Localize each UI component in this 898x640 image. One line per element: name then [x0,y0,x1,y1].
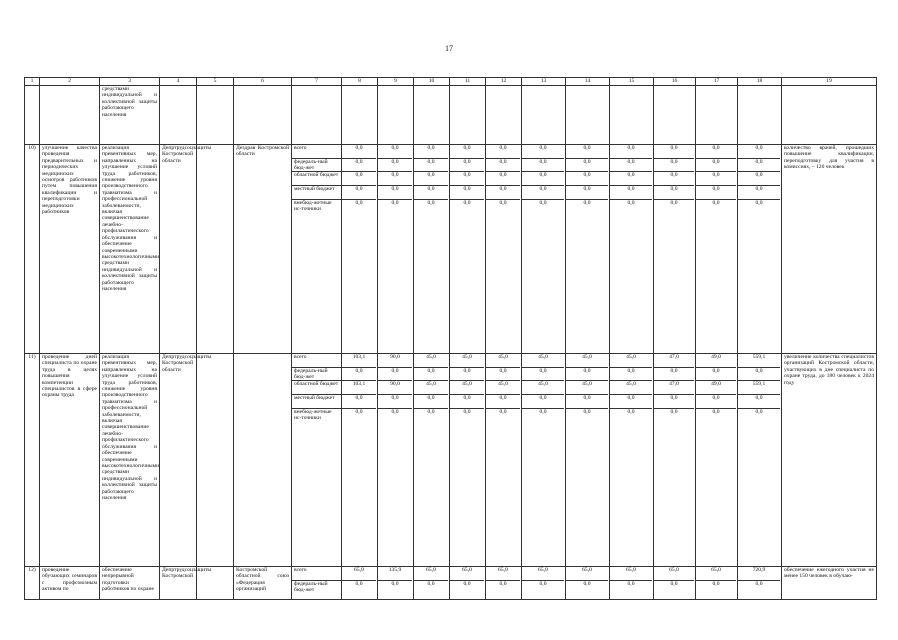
value-column [738,145,782,354]
value-cell: 65,0 [414,567,448,581]
value-cell: 0,0 [712,199,720,206]
value-cell: 0,0 [486,159,520,173]
value-column [450,567,486,600]
funding-source: всего [292,145,341,159]
funding-source: областной бюджет [292,381,341,395]
value-cell: 0,0 [378,159,412,173]
value-column [738,354,782,567]
value-cell: 0,0 [414,159,448,173]
header-cell: 3 [100,78,160,86]
measure-description: реализация превентивных мер, направленных на улучшение условий труда работников, снижение уровня производственного травматизма и профессиональной заболеваемости, включая совершенствование лечебно-профилактического обслуживания и обеспечение современными высокотехнологичными средствами индивидуальной и коллективной защиты работающего населения [100,145,160,354]
continuation-cell [486,86,522,145]
value-cell: 0,0 [450,368,484,382]
row-number: 11) [25,354,40,567]
value-cell: 0,0 [539,408,547,415]
header-cell: 9 [378,78,414,86]
header-cell: 13 [522,78,566,86]
value-cell: 0,0 [342,172,376,186]
value-cell: 0,0 [566,395,608,409]
value-cell: 0,0 [696,159,736,173]
value-cell: 0,0 [654,159,694,173]
value-cell: 49,0 [696,354,736,368]
value-cell: 0,0 [486,145,520,159]
header-cell: 10 [414,78,450,86]
funding-sources [292,145,342,354]
value-cell: 0,0 [738,145,780,159]
value-cell: 65,0 [486,567,520,581]
value-column [654,145,696,354]
value-cell: 0,0 [696,172,736,186]
header-cell: 4 [160,78,197,86]
table-row [25,354,877,567]
continuation-cell [234,86,292,145]
value-cell: 45,0 [522,354,564,368]
header-cell: 12 [486,78,522,86]
continuation-cell: средствами индивидуальной и коллективной защиты работающего населения [100,86,160,145]
header-cell: 1 [25,78,40,86]
header-cell: 19 [782,78,877,86]
funding-source: внебюд-жетные ис-точники [294,199,332,213]
value-cell: 45,0 [610,354,652,368]
measure-description: обеспечение непрерывной подготовки работников по охране [100,567,160,600]
value-cell: 0,0 [342,395,376,409]
value-column [696,567,738,600]
header-cell: 17 [696,78,738,86]
value-cell: 0,0 [378,186,412,200]
value-cell: 0,0 [566,368,608,382]
value-cell: 0,0 [378,368,412,382]
value-cell: 0,0 [670,199,678,206]
value-cell: 0,0 [738,395,780,409]
value-cell: 0,0 [654,145,694,159]
executor: Депртрудсоцзащиты Костромской области [160,145,197,354]
value-cell: 65,0 [342,567,376,581]
value-column [414,145,450,354]
value-column [450,145,486,354]
value-cell: 45,0 [566,354,608,368]
continuation-cell [450,86,486,145]
value-cell: 45,0 [450,381,484,395]
continuation-cell [40,86,100,145]
value-cell: 0,0 [696,395,736,409]
value-cell: 0,0 [583,199,591,206]
value-column [610,354,654,567]
value-column [378,567,414,600]
value-cell: 0,0 [427,580,435,587]
value-cell: 0,0 [755,408,763,415]
value-cell: 45,0 [522,381,564,395]
header-cell: 14 [566,78,610,86]
header-cell: 18 [738,78,782,86]
value-cell: 0,0 [738,368,780,382]
value-cell: 0,0 [342,368,376,382]
continuation-cell [378,86,414,145]
value-column [654,354,696,567]
value-cell: 0,0 [654,186,694,200]
continuation-cell [782,86,877,145]
value-cell: 0,0 [378,145,412,159]
row-number: 12) [25,567,40,600]
value-cell: 0,0 [566,145,608,159]
value-cell: 0,0 [355,199,363,206]
value-cell: 0,0 [486,368,520,382]
event-name: улучшение качества проведения предварительных и периодических медицинских осмотров работников путем повышения квалификации и переподготовки медицинских работников [40,145,100,354]
value-cell: 0,0 [522,186,564,200]
value-cell: 0,0 [522,395,564,409]
value-cell: 0,0 [414,172,448,186]
value-cell: 0,0 [610,145,652,159]
value-cell: 65,0 [450,567,484,581]
value-cell: 0,0 [712,580,720,587]
header-cell: 7 [292,78,342,86]
value-cell: 90,0 [378,381,412,395]
value-column [378,354,414,567]
continuation-cell [696,86,738,145]
co-executor [234,354,292,567]
header-cell: 5 [197,78,234,86]
value-cell: 0,0 [486,172,520,186]
value-cell: 0,0 [378,395,412,409]
header-cell: 8 [342,78,378,86]
value-cell: 0,0 [522,368,564,382]
value-cell: 0,0 [355,408,363,415]
continuation-cell [414,86,450,145]
value-column [522,567,566,600]
value-cell: 0,0 [755,199,763,206]
value-cell: 0,0 [566,172,608,186]
funding-source: федераль-ный бюд-жет [294,580,328,594]
value-cell: 45,0 [610,381,652,395]
header-cell: 16 [654,78,696,86]
column-5 [197,354,234,567]
value-cell: 45,0 [486,354,520,368]
value-cell: 0,0 [696,368,736,382]
value-cell: 65,0 [654,567,694,581]
expected-result: увеличение количества специалистов организаций Костромской области, участвующих в дне специалиста по охране труда, до 180 человек к 2024 году [782,354,877,567]
header-cell: 11 [450,78,486,86]
value-cell: 0,0 [450,145,484,159]
value-cell: 0,0 [463,199,471,206]
continuation-cell [654,86,696,145]
value-column [654,567,696,600]
value-cell: 47,0 [654,381,694,395]
value-cell: 0,0 [378,172,412,186]
value-cell: 0,0 [463,580,471,587]
value-cell: 0,0 [566,186,608,200]
value-cell: 0,0 [450,159,484,173]
value-cell: 0,0 [499,580,507,587]
value-cell: 0,0 [450,172,484,186]
value-column [342,567,378,600]
value-column [566,567,610,600]
value-cell: 0,0 [610,172,652,186]
header-cell: 6 [234,78,292,86]
expected-result: обеспечение ежегодного участия не менее 150 человек в обучаю- [782,567,877,600]
value-cell: 559,1 [738,354,780,368]
value-cell: 65,0 [522,567,564,581]
value-cell: 0,0 [414,368,448,382]
value-cell: 45,0 [414,354,448,368]
value-cell: 0,0 [627,408,635,415]
executor: Депртрудсоцзащиты Костромской области [160,354,197,567]
co-executor: Дездрав Костромской области [234,145,292,354]
value-cell: 0,0 [738,186,780,200]
event-name: проведение дней специалиста по охране труда в целях повышения компетенции специалистов в сфере охраны труда [40,354,100,567]
value-cell: 0,0 [427,199,435,206]
value-cell: 135,9 [378,567,412,581]
value-cell: 0,0 [342,159,376,173]
value-column [566,354,610,567]
value-cell: 103,1 [342,381,376,395]
continuation-cell [566,86,610,145]
page-number: 17 [445,44,453,53]
value-cell: 65,0 [696,567,736,581]
funding-source: местный бюджет [292,395,341,409]
continuation-cell [292,86,342,145]
value-column [696,354,738,567]
value-cell: 0,0 [738,159,780,173]
value-cell: 0,0 [414,395,448,409]
continuation-cell [610,86,654,145]
continuation-cell [738,86,782,145]
value-cell: 0,0 [414,145,448,159]
expected-result: количество врачей, прошедших повышение квалификации, переподготовку для участия в комиссиях, – 120 человек [782,145,877,354]
value-cell: 0,0 [522,159,564,173]
value-column [738,567,782,600]
value-column [522,354,566,567]
table-row [25,145,877,354]
header-cell: 15 [610,78,654,86]
value-cell: 0,0 [654,368,694,382]
value-cell: 0,0 [610,368,652,382]
value-column [450,354,486,567]
value-cell: 0,0 [696,145,736,159]
value-cell: 0,0 [583,580,591,587]
header-cell: 2 [40,78,100,86]
funding-source: федераль-ный бюд-жет [292,368,341,382]
value-cell: 0,0 [427,408,435,415]
funding-sources [292,354,342,567]
value-cell: 0,0 [539,199,547,206]
value-cell: 720,9 [738,567,780,581]
value-column [566,145,610,354]
value-cell: 0,0 [414,186,448,200]
table-row [25,567,877,600]
continuation-cell [522,86,566,145]
value-cell: 0,0 [450,395,484,409]
value-cell: 0,0 [391,408,399,415]
value-column [486,567,522,600]
value-column [610,145,654,354]
funding-source: областной бюджет [292,172,341,186]
value-cell: 45,0 [566,381,608,395]
program-table [24,77,877,600]
value-cell: 0,0 [627,580,635,587]
value-cell: 0,0 [610,159,652,173]
value-cell: 0,0 [738,172,780,186]
value-column [342,354,378,567]
continuation-row [25,86,877,145]
executor: Депртрудсоцзащиты Костромской [160,567,197,600]
value-column [342,145,378,354]
value-cell: 65,0 [610,567,652,581]
value-cell: 0,0 [486,395,520,409]
value-cell: 0,0 [499,408,507,415]
value-cell: 0,0 [712,408,720,415]
value-cell: 103,1 [342,354,376,368]
value-cell: 0,0 [522,172,564,186]
value-column [414,354,450,567]
funding-source: всего [292,567,341,581]
funding-source: всего [292,354,341,368]
value-cell: 0,0 [670,580,678,587]
value-cell: 65,0 [566,567,608,581]
value-cell: 0,0 [450,186,484,200]
value-column [610,567,654,600]
value-cell: 0,0 [583,408,591,415]
value-column [378,145,414,354]
value-column [486,354,522,567]
continuation-cell [197,86,234,145]
value-cell: 45,0 [486,381,520,395]
value-cell: 0,0 [539,580,547,587]
value-cell: 0,0 [463,408,471,415]
value-cell: 0,0 [499,199,507,206]
value-cell: 0,0 [610,186,652,200]
funding-sources [292,567,342,600]
co-executor: Костромской областной союз «Федерация организаций [234,567,292,600]
value-column [522,145,566,354]
value-cell: 559,1 [738,381,780,395]
funding-source: внебюд-жетные ис-точники [294,408,332,422]
value-cell: 0,0 [342,145,376,159]
value-column [486,145,522,354]
event-name: проведение обучающих семинаров с профсоюзным активом по [40,567,100,600]
value-cell: 90,0 [378,354,412,368]
continuation-cell [342,86,378,145]
value-cell: 0,0 [391,199,399,206]
value-cell: 0,0 [654,172,694,186]
continuation-cell [25,86,40,145]
funding-source: федераль-ный бюд-жет [292,159,341,173]
value-cell: 0,0 [755,580,763,587]
value-cell: 0,0 [670,408,678,415]
value-cell: 0,0 [486,186,520,200]
value-cell: 45,0 [414,381,448,395]
value-cell: 49,0 [696,381,736,395]
value-cell: 0,0 [610,395,652,409]
header-row [25,78,877,86]
value-column [414,567,450,600]
row-number: 10) [25,145,40,354]
value-cell: 0,0 [522,145,564,159]
column-5 [197,145,234,354]
value-cell: 0,0 [566,159,608,173]
value-column [696,145,738,354]
value-cell: 45,0 [450,354,484,368]
value-cell: 0,0 [696,186,736,200]
value-cell: 47,0 [654,354,694,368]
value-cell: 0,0 [355,580,363,587]
continuation-cell [160,86,197,145]
measure-description: реализация превентивных мер, направленных на улучшение условий труда работников, снижение уровня производственного травматизма и профессиональной заболеваемости, включая совершенствование лечебно-профилактического обслуживания и обеспечение современными высокотехнологичными средствами индивидуальной и коллективной защиты работающего населения [100,354,160,567]
funding-source: местный бюджет [292,186,341,200]
value-cell: 0,0 [342,186,376,200]
value-cell: 0,0 [627,199,635,206]
value-cell: 0,0 [391,580,399,587]
value-cell: 0,0 [654,395,694,409]
